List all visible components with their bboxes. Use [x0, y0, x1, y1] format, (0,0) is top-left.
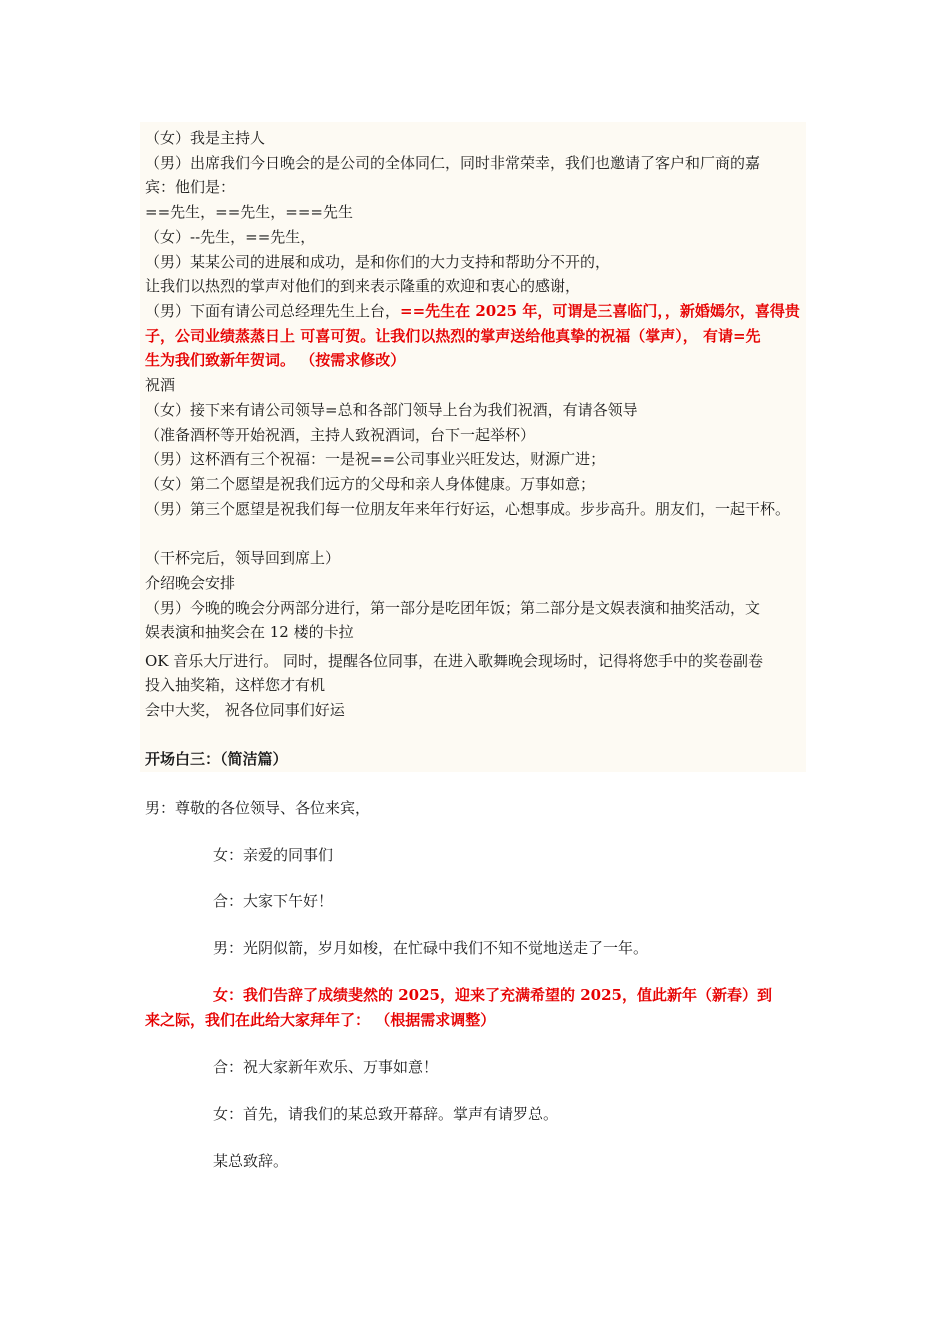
- section-title: 开场白三：（简洁篇）: [145, 750, 288, 768]
- text-line: OK 音乐大厅进行。 同时，提醒各位同事，在进入歌舞晚会现场时，记得将您手中的奖卷副卷: [145, 652, 764, 670]
- text-line: 合：祝大家新年欢乐、万事如意！: [213, 1058, 439, 1076]
- section-heading: 介绍晚会安排: [145, 574, 236, 592]
- text-line: 男：尊敬的各位领导、各位来宾，: [145, 799, 371, 817]
- text-line: ==先生，==先生，===先生: [145, 203, 353, 221]
- text-line: （男）某某公司的进展和成功，是和你们的大力支持和帮助分不开的，: [145, 253, 611, 271]
- text-line: （准备酒杯等开始祝酒，主持人致祝酒词，台下一起举杯）: [145, 426, 536, 444]
- text-line: 宾：他们是：: [145, 178, 236, 196]
- text-line: 合：大家下午好！: [213, 892, 334, 910]
- text-line: 某总致辞。: [213, 1152, 289, 1170]
- text-line: （女）--先生，==先生，: [145, 228, 316, 246]
- text-line: （女）接下来有请公司领导=总和各部门领导上台为我们祝酒，有请各领导: [145, 401, 638, 419]
- emphasis-text: ==先生在 2025 年，可谓是三喜临门，，新婚嫣尔，喜得贵: [400, 302, 800, 320]
- emphasis-line: 子，公司业绩蒸蒸日上 可喜可贺。让我们以热烈的掌声送给他真挚的祝福（掌声）， 有请=先: [145, 327, 761, 345]
- text-line: 让我们以热烈的掌声对他们的到来表示隆重的欢迎和衷心的感谢，: [145, 277, 581, 295]
- text-line: （男）出席我们今日晚会的是公司的全体同仁，同时非常荣幸，我们也邀请了客户和厂商的嘉: [145, 154, 761, 172]
- text-line: （男）这杯酒有三个祝福：一是祝==公司事业兴旺发达，财源广进；: [145, 450, 606, 468]
- text-line: 娱表演和抽奖会在 12 楼的卡拉: [145, 623, 354, 641]
- text-span: （男）下面有请公司总经理先生上台，: [145, 302, 401, 320]
- emphasis-line: 生为我们致新年贺词。 （按需求修改）: [145, 351, 406, 369]
- section-heading: 祝酒: [145, 376, 176, 394]
- text-line: 男：光阴似箭，岁月如梭，在忙碌中我们不知不觉地送走了一年。: [213, 939, 649, 957]
- emphasis-line: 女：我们告辞了成绩斐然的 2025，迎来了充满希望的 2025，值此新年（新春）到: [213, 986, 772, 1004]
- text-line: （男）今晚的晚会分两部分进行，第一部分是吃团年饭；第二部分是文娱表演和抽奖活动，文: [145, 599, 761, 617]
- text-line: （干杯完后，领导回到席上）: [145, 549, 341, 567]
- text-line: 女：亲爱的同事们: [213, 846, 334, 864]
- text-line: 会中大奖， 祝各位同事们好运: [145, 701, 345, 719]
- text-line: 女：首先，请我们的某总致开幕辞。掌声有请罗总。: [213, 1105, 559, 1123]
- emphasis-line: 来之际，我们在此给大家拜年了： （根据需求调整）: [145, 1011, 496, 1029]
- text-line: （女）我是主持人: [145, 129, 266, 147]
- text-line: 投入抽奖箱，这样您才有机: [145, 676, 326, 694]
- text-line: （男）第三个愿望是祝我们每一位朋友年来年行好运，心想事成。步步高升。朋友们，一起干杯。: [145, 500, 791, 518]
- text-line: （女）第二个愿望是祝我们远方的父母和亲人身体健康。万事如意；: [145, 475, 596, 493]
- text-line: [145, 301, 800, 321]
